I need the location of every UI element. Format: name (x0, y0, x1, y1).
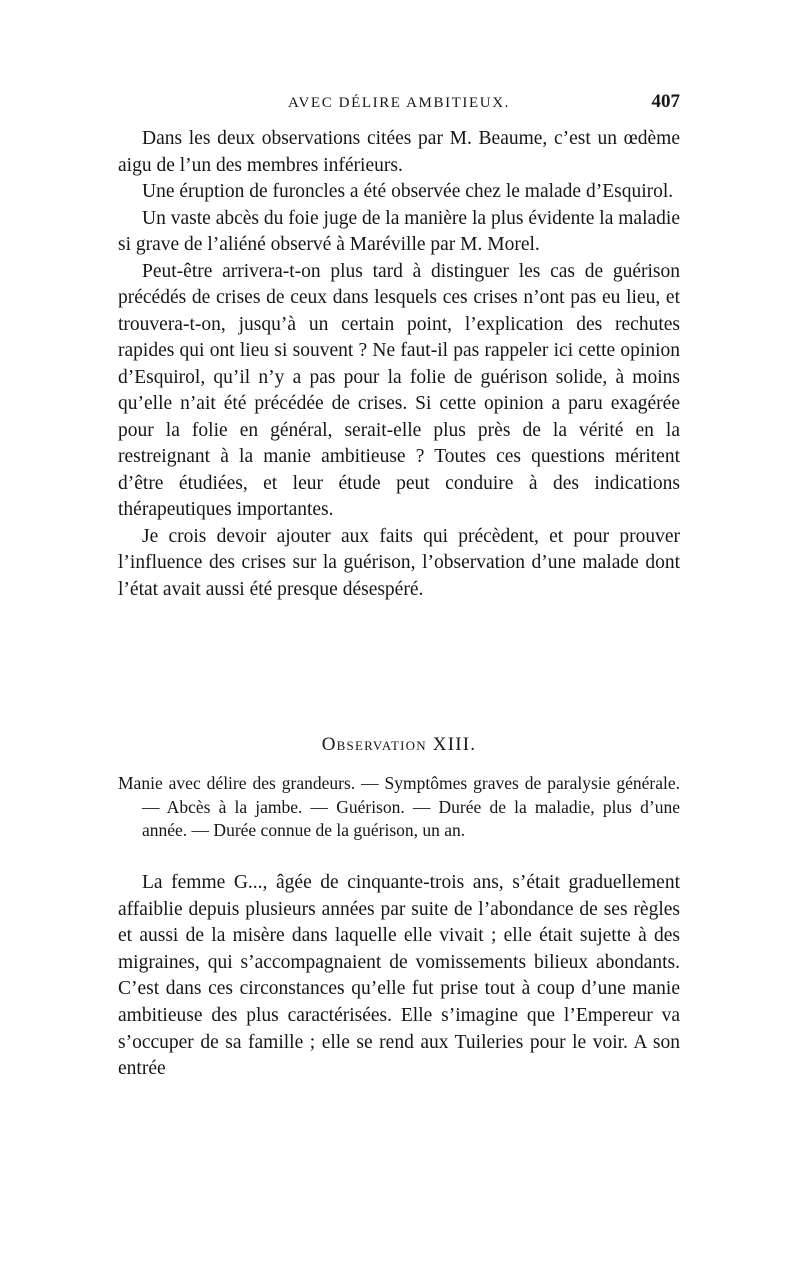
page-number: 407 (651, 91, 680, 112)
page-header (118, 91, 680, 117)
paragraph: Un vaste abcès du foie juge de la manière la plus évidente la maladie si grave de l’aliéné observé à Maréville par M. Morel. (118, 207, 680, 255)
paragraph: Dans les deux observations citées par M. Beaume, c’est un œdème aigu de l’un des membres inférieurs. (118, 128, 680, 176)
observation-text (118, 870, 680, 1083)
summary-text: Manie avec délire des grandeurs. — Symptômes graves de paralysie générale. — Abcès à la jambe. — Guérison. — Durée de la maladie, plus d’une année. — Durée connue de la guérison, un an. (118, 773, 680, 840)
running-title: AVEC DÉLIRE AMBITIEUX. (288, 95, 510, 111)
paragraph: Une éruption de furoncles a été observée chez le malade d’Esquirol. (142, 181, 674, 202)
main-text (118, 126, 680, 603)
observation-summary (118, 772, 680, 843)
paragraph: La femme G..., âgée de cinquante-trois ans, s’était graduellement affaiblie depuis plusieurs années par suite de l’abondance de ses règles et aussi de la misère dans laquelle elle vivait ; elle était sujette à des migraines, qui s’accompagnaient de vomissements bilieux abondants. C’est dans ces circonstances qu’elle fut prise tout à coup d’une manie ambitieuse des plus caractérisées. Elle s’imagine que l’Empereur va s’occuper de sa famille ; elle se rend aux Tuileries pour le voir. A son entrée (118, 872, 680, 1080)
paragraph: Peut-être arrivera-t-on plus tard à distinguer les cas de guérison précédés de crises de ceux dans lesquels ces crises n’ont pas eu lieu, et trouvera-t-on, jusqu’à un certain point, l’explication des rechutes rapides qui ont lieu si souvent ? Ne faut-il pas rappeler ici cette opinion d’Esquirol, qu’il n’y a pas pour la folie de guérison solide, à moins qu’elle n’ait été précédée de crises. Si cette opinion a paru exagérée pour la folie en général, serait-elle plus près de la vérité en la restreignant à la manie ambitieuse ? Toutes ces questions méritent d’être étudiées, et leur étude peut conduire à des indications thérapeutiques importantes. (118, 260, 680, 520)
observation-title: Observation XIII. (321, 734, 477, 755)
paragraph: Je crois devoir ajouter aux faits qui précèdent, et pour prouver l’influence des crises sur la guérison, l’observation d’une malade dont l’état avait aussi été presque désespéré. (118, 525, 680, 600)
